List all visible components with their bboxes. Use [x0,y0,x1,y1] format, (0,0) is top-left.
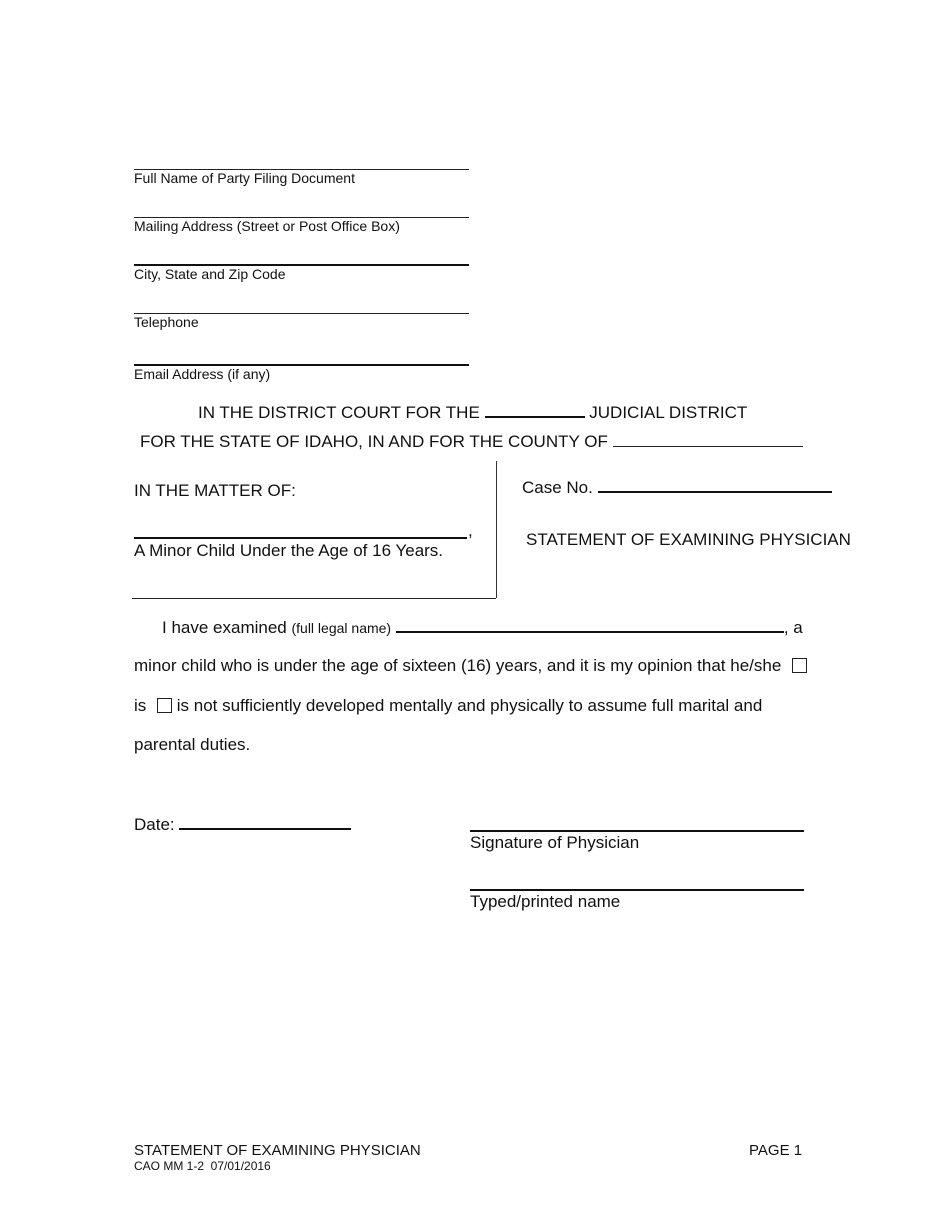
body-line-1 [162,617,803,638]
court-line-1 [198,402,747,423]
examined-prefix: I have examined [162,618,287,637]
body-line-2 [134,656,807,676]
signature-line[interactable] [470,830,804,832]
minor-name-line[interactable] [134,537,467,539]
footer-title: STATEMENT OF EXAMINING PHYSICIAN [134,1142,421,1159]
is-label: is [134,696,147,715]
footer-form-id: CAO MM 1-2 07/01/2016 [134,1159,271,1173]
date-field[interactable] [179,814,351,830]
email-label: Email Address (if any) [134,366,271,382]
body-line-3-text: is not sufficiently developed mentally and physically to assume full marital and [176,696,763,715]
full-name-label: Full Name of Party Filing Document [134,170,355,186]
document-title: STATEMENT OF EXAMINING PHYSICIAN [526,530,851,549]
minor-child-label: A Minor Child Under the Age of 16 Years. [134,541,444,560]
full-legal-name-hint: (full legal name) [291,620,392,636]
court-line-1-prefix: IN THE DISTRICT COURT FOR THE [198,403,480,422]
body-line-4: parental duties. [134,735,251,754]
typed-name-line[interactable] [470,889,804,891]
county-field[interactable] [613,432,803,447]
body-line-3 [134,696,762,716]
case-number-field[interactable] [598,477,832,493]
court-line-2 [140,432,803,452]
judicial-district-field[interactable] [485,402,585,418]
mailing-address-label: Mailing Address (Street or Post Office Box) [134,218,400,234]
caption-divider [496,461,497,598]
telephone-label: Telephone [134,314,199,330]
footer-page-number: PAGE 1 [749,1142,803,1159]
minor-name-comma: , [468,521,473,540]
typed-name-label: Typed/printed name [470,892,621,911]
body-line-2-text: minor child who is under the age of sixteen (16) years, and it is my opinion that he/she [134,656,782,675]
date-row [134,814,351,835]
case-number-row [522,477,832,498]
city-state-zip-label: City, State and Zip Code [134,266,286,282]
caption-bottom-rule [132,598,496,599]
matter-label: IN THE MATTER OF: [134,481,296,500]
child-full-legal-name-field[interactable] [396,617,784,633]
examined-suffix: , a [783,618,803,637]
date-label: Date: [134,815,175,834]
is-not-checkbox[interactable] [157,698,172,713]
court-line-1-suffix: JUDICIAL DISTRICT [589,403,748,422]
is-checkbox[interactable] [792,658,807,673]
case-number-label: Case No. [522,478,593,497]
court-line-2-prefix: FOR THE STATE OF IDAHO, IN AND FOR THE COUNTY OF [140,432,608,451]
signature-label: Signature of Physician [470,833,640,852]
